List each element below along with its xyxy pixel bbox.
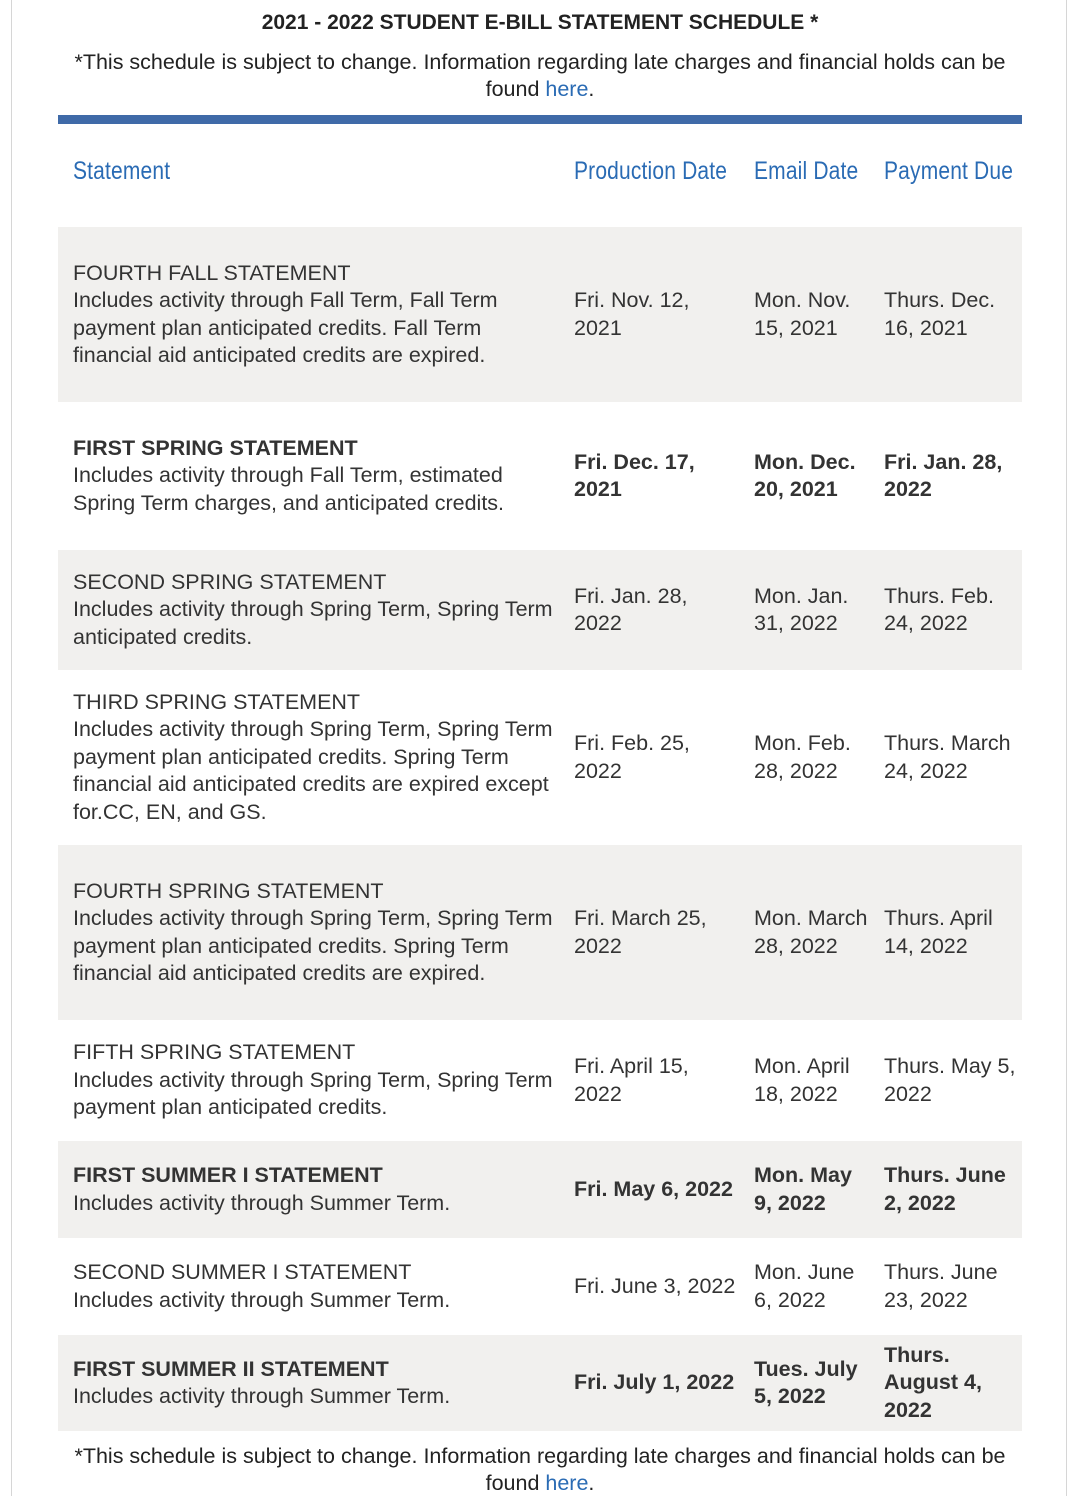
email-date: Mon. Feb. 28, 2022 <box>754 731 851 783</box>
header-statement: Statement <box>73 157 171 185</box>
email-date: Mon. May 9, 2022 <box>754 1163 852 1215</box>
payment-due: Thurs. June 2, 2022 <box>884 1163 1006 1215</box>
email-date-cell <box>754 402 872 550</box>
statement-name: THIRD SPRING STATEMENT <box>73 689 361 714</box>
header-production-date: Production Date <box>574 157 728 185</box>
email-date: Mon. Nov. 15, 2021 <box>754 288 851 340</box>
production-date-cell <box>574 670 739 845</box>
header-email-date: Email Date <box>754 157 859 185</box>
production-date-cell <box>574 402 739 550</box>
statement-cell <box>73 227 553 402</box>
note-end: . <box>588 77 595 101</box>
payment-due: Fri. Jan. 28, 2022 <box>884 449 1003 501</box>
payment-due: Thurs. May 5, 2022 <box>884 1054 1016 1106</box>
payment-due-cell <box>884 550 1018 670</box>
table-row <box>58 402 1022 550</box>
statement-description: Includes activity through Summer Term. <box>73 1287 451 1312</box>
statement-description: Includes activity through Spring Term, Spring Term anticipated credits. <box>73 597 553 649</box>
table-row <box>58 670 1022 845</box>
statement-cell <box>73 1020 553 1141</box>
table-row <box>58 550 1022 670</box>
payment-due: Thurs. Feb. 24, 2022 <box>884 583 994 635</box>
email-date-cell <box>754 845 872 1020</box>
statement-cell <box>73 670 553 845</box>
payment-due-cell <box>884 1020 1018 1141</box>
table-row <box>58 1020 1022 1141</box>
production-date: Fri. Dec. 17, 2021 <box>574 449 695 501</box>
statement-name: FIFTH SPRING STATEMENT <box>73 1040 356 1065</box>
production-date-cell <box>574 1238 739 1335</box>
production-date: Fri. June 3, 2022 <box>574 1273 736 1298</box>
table-row <box>58 227 1022 402</box>
statement-cell <box>73 1238 553 1335</box>
payment-due: Thurs. June 23, 2022 <box>884 1260 998 1312</box>
statement-description: Includes activity through Spring Term, Spring Term payment plan anticipated credits. Spring Term financial aid anticipated credits are expired except for.CC, EN, and GS. <box>73 717 553 824</box>
payment-due: Thurs. August 4, 2022 <box>884 1342 982 1422</box>
table-row <box>58 1238 1022 1335</box>
payment-due-cell <box>884 1238 1018 1335</box>
email-date: Mon. Dec. 20, 2021 <box>754 449 856 501</box>
schedule-note-top <box>58 49 1022 103</box>
statement-cell <box>73 845 553 1020</box>
email-date-cell <box>754 1141 872 1238</box>
note-end: . <box>588 1471 595 1495</box>
email-date: Mon. June 6, 2022 <box>754 1260 855 1312</box>
header-divider <box>58 115 1022 124</box>
statement-cell <box>73 550 553 670</box>
header-payment-due: Payment Due <box>884 157 1014 185</box>
production-date-cell <box>574 845 739 1020</box>
payment-due: Thurs. April 14, 2022 <box>884 906 993 958</box>
production-date-cell <box>574 227 739 402</box>
statement-description: Includes activity through Fall Term, estimated Spring Term charges, and anticipated credits. <box>73 463 505 515</box>
page-title: 2021 - 2022 STUDENT E-BILL STATEMENT SCHEDULE * <box>261 11 819 34</box>
statement-description: Includes activity through Fall Term, Fall Term payment plan anticipated credits. Fall Term financial aid anticipated credits are expired. <box>73 288 498 367</box>
production-date: Fri. July 1, 2022 <box>574 1370 735 1395</box>
email-date: Tues. July 5, 2022 <box>754 1356 858 1408</box>
email-date: Mon. April 18, 2022 <box>754 1054 850 1106</box>
payment-due: Thurs. Dec. 16, 2021 <box>884 288 996 340</box>
statement-name: FOURTH FALL STATEMENT <box>73 260 351 285</box>
production-date-cell <box>574 550 739 670</box>
payment-due-cell <box>884 845 1018 1020</box>
payment-due-cell <box>884 1141 1018 1238</box>
production-date: Fri. May 6, 2022 <box>574 1176 733 1201</box>
statement-name: SECOND SPRING STATEMENT <box>73 569 387 594</box>
statement-description: Includes activity through Spring Term, Spring Term payment plan anticipated credits. <box>73 1067 553 1120</box>
production-date: Fri. Nov. 12, 2021 <box>574 288 690 340</box>
note-text: *This schedule is subject to change. Information regarding late charges and financial holds can be found <box>74 50 1006 101</box>
statement-description: Includes activity through Spring Term, Spring Term payment plan anticipated credits. Spring Term financial aid anticipated credits are expired. <box>73 906 553 985</box>
statement-name: SECOND SUMMER I STATEMENT <box>73 1260 412 1284</box>
payment-due-cell <box>884 1335 1018 1431</box>
statement-description: Includes activity through Summer Term. <box>73 1384 451 1408</box>
email-date: Mon. Jan. 31, 2022 <box>754 583 849 635</box>
statement-description: Includes activity through Summer Term. <box>73 1190 451 1215</box>
email-date-cell <box>754 1020 872 1141</box>
email-date-cell <box>754 550 872 670</box>
email-date-cell <box>754 670 872 845</box>
email-date-cell <box>754 1335 872 1431</box>
email-date-cell <box>754 227 872 402</box>
statement-name: FIRST SUMMER I STATEMENT <box>73 1163 383 1187</box>
payment-due-cell <box>884 227 1018 402</box>
table-row <box>58 845 1022 1020</box>
statement-cell <box>73 402 553 550</box>
production-date: Fri. Jan. 28, 2022 <box>574 583 688 635</box>
table-row <box>58 1141 1022 1238</box>
production-date: Fri. March 25, 2022 <box>574 906 707 958</box>
note-text: *This schedule is subject to change. Information regarding late charges and financial holds can be found <box>74 1444 1006 1495</box>
production-date: Fri. Feb. 25, 2022 <box>574 731 690 783</box>
table-header <box>58 150 1022 194</box>
statement-name: FOURTH SPRING STATEMENT <box>73 878 384 903</box>
email-date: Mon. March 28, 2022 <box>754 906 868 958</box>
statement-cell <box>73 1335 553 1431</box>
schedule-note-bottom <box>58 1443 1022 1497</box>
statement-cell <box>73 1141 553 1238</box>
email-date-cell <box>754 1238 872 1335</box>
here-link[interactable]: here <box>545 77 589 101</box>
payment-due-cell <box>884 670 1018 845</box>
table-row <box>58 1335 1022 1431</box>
payment-due: Thurs. March 24, 2022 <box>884 731 1011 783</box>
production-date-cell <box>574 1335 739 1431</box>
statement-name: FIRST SPRING STATEMENT <box>73 435 358 460</box>
payment-due-cell <box>884 402 1018 550</box>
statement-name: FIRST SUMMER II STATEMENT <box>73 1356 389 1381</box>
production-date-cell <box>574 1141 739 1238</box>
here-link[interactable]: here <box>545 1471 589 1495</box>
production-date: Fri. April 15, 2022 <box>574 1054 689 1106</box>
production-date-cell <box>574 1020 739 1141</box>
